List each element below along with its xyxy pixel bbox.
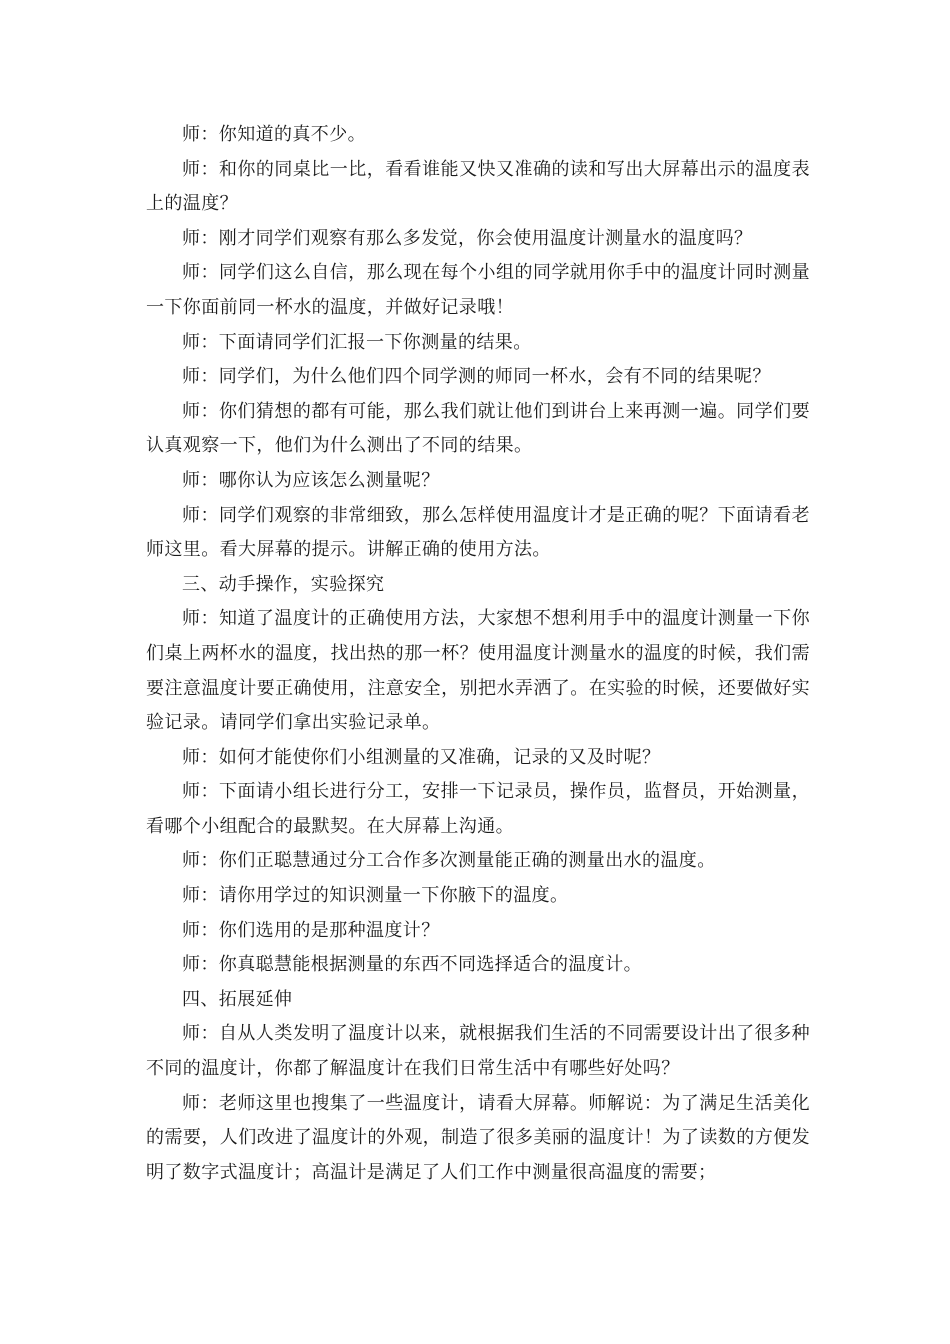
paragraph-experiment-instructions: 师：知道了温度计的正确使用方法，大家想不想利用手中的温度计测量一下你们桌上两杯水的温度，找出热的那一杯？使用温度计测量水的温度的时候，我们需要注意温度计要正确使用，注意安全，别把水弄洒了。在实验的时候，还要做好实验记录。请同学们拿出实验记录单。 [146, 608, 810, 734]
paragraph-use-thermometer-question: 师：刚才同学们观察有那么多发觉，你会使用温度计测量水的温度吗？ [182, 227, 753, 249]
paragraph-accuracy-question: 师：如何才能使你们小组测量的又准确，记录的又及时呢？ [182, 746, 661, 768]
paragraph-compare-deskmate: 师：和你的同桌比一比，看看谁能又快又准确的读和写出大屏幕出示的温度表上的温度？ [146, 158, 810, 215]
paragraph-measure-armpit: 师：请你用学过的知识测量一下你腋下的温度。 [182, 885, 569, 907]
section-heading-hands-on: 三、动手操作，实验探究 [182, 573, 385, 595]
paragraph-thermometer-history: 师：自从人类发明了温度计以来，就根据我们生活的不同需要设计出了很多种不同的温度计，你都了解温度计在我们日常生活中有哪些好处吗？ [146, 1023, 810, 1080]
section-heading-extension: 四、拓展延伸 [182, 988, 293, 1010]
paragraph-remeasure: 师：你们猜想的都有可能，那么我们就让他们到讲台上来再测一遍。同学们要认真观察一下，他们为什么测出了不同的结果。 [146, 400, 810, 457]
paragraph-teamwork-praise: 师：你们正聪慧通过分工合作多次测量能正确的测量出水的温度。 [182, 850, 716, 872]
paragraph-choose-suitable: 师：你真聪慧能根据测量的东西不同选择适合的温度计。 [182, 954, 642, 976]
paragraph-teacher-praise: 师：你知道的真不少。 [182, 124, 366, 145]
paragraph-division-of-labor: 师：下面请小组长进行分工，安排一下记录员，操作员，监督员，开始测量，看哪个小组配合的最默契。在大屏幕上沟通。 [146, 781, 810, 837]
paragraph-different-results: 师：同学们，为什么他们四个同学测的师同一杯水，会有不同的结果呢？ [182, 366, 771, 388]
paragraph-correct-method: 师：同学们观察的非常细致，那么怎样使用温度计才是正确的呢？下面请看老师这里。看大屏幕的提示。讲解正确的使用方法。 [146, 504, 810, 561]
paragraph-thermometer-types: 师：老师这里也搜集了一些温度计，请看大屏幕。师解说：为了满足生活美化的需要，人们改进了温度计的外观，制造了很多美丽的温度计！为了读数的方便发明了数字式温度计；高温计是满足了人们工作中测量很高温度的需要； [146, 1092, 810, 1183]
paragraph-group-measure: 师：同学们这么自信，那么现在每个小组的同学就用你手中的温度计同时测量一下你面前同一杯水的温度，并做好记录哦！ [146, 262, 810, 318]
document-body [146, 118, 810, 1190]
paragraph-which-thermometer: 师：你们选用的是那种温度计？ [182, 919, 440, 941]
paragraph-report-results: 师：下面请同学们汇报一下你测量的结果。 [182, 331, 532, 353]
paragraph-how-to-measure: 师：哪你认为应该怎么测量呢？ [182, 469, 440, 491]
